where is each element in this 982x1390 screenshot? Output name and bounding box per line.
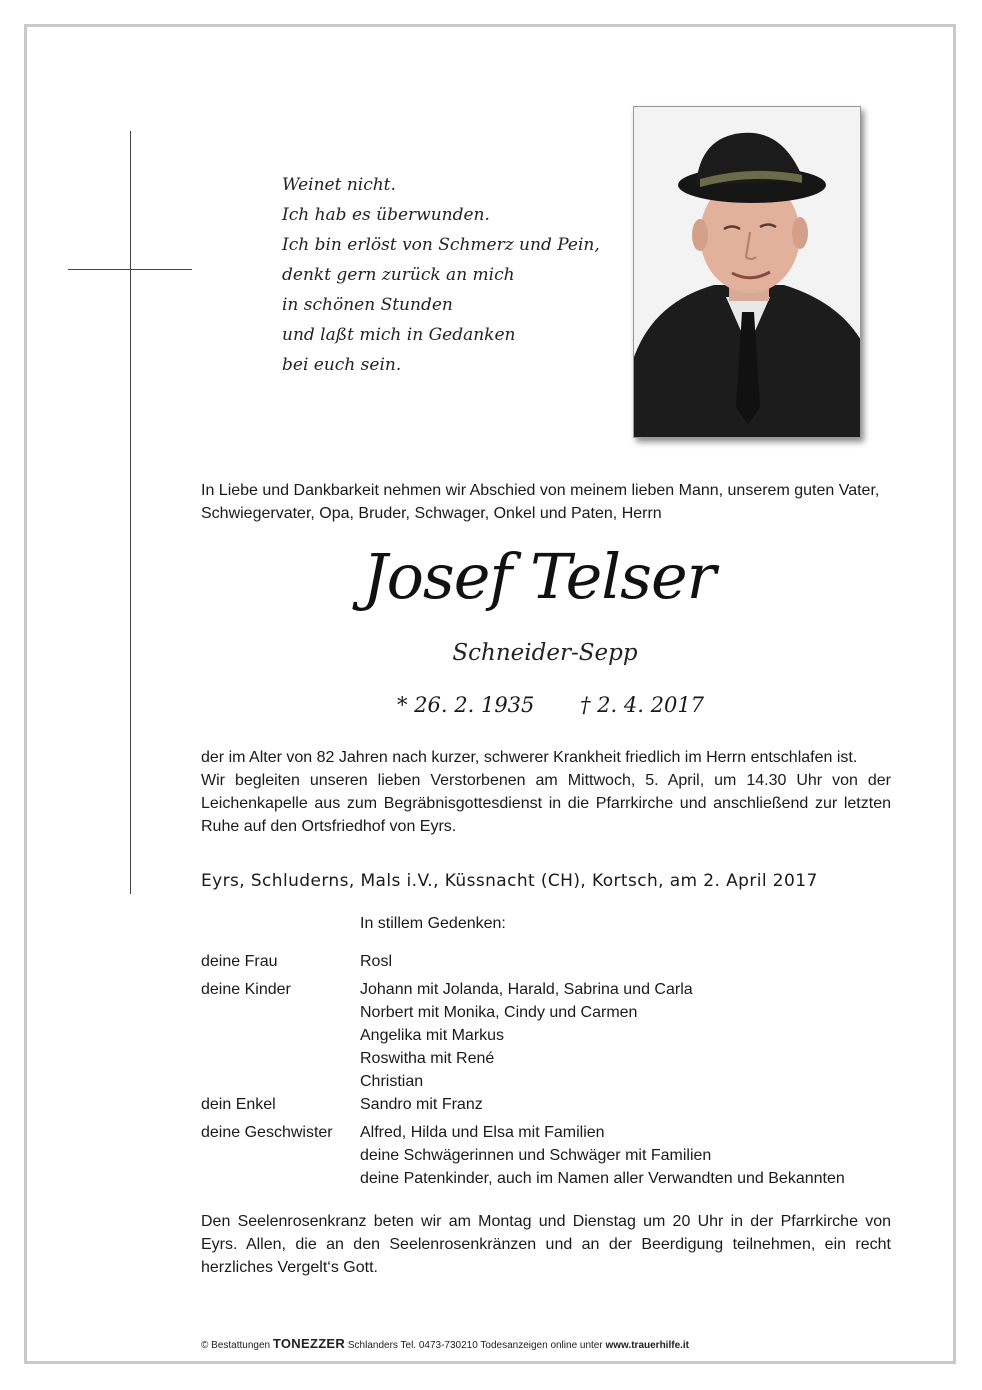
birth-date: * 26. 2. 1935 [397,693,535,717]
mourner-group [201,1121,901,1190]
deceased-name: Josef Telser [362,540,716,613]
mourner-name: Norbert mit Monika, Cindy und Carmen [360,1004,638,1021]
mourner-group [201,1093,901,1116]
footer-brand: TONEZZER [272,1336,346,1351]
announcement-paragraph: Wir begleiten unseren lieben Verstorbenen am Mittwoch, 5. April, um 14.30 Uhr von der Leichenkapelle aus zum Begräbnisgottesdienst in die Pfarrkirche und anschließend zur letzten Ruhe auf den Ortsfriedhof von Eyrs. [201,772,891,835]
cross-horizontal-bar [68,269,192,270]
mourner-names [360,950,392,973]
poem-line: Weinet nicht. [282,175,396,195]
mourner-relation: deine Geschwister [201,1124,333,1141]
cross-vertical-bar [130,131,131,894]
footer-prefix: © Bestattungen [201,1340,271,1351]
poem-line: Ich hab es überwunden. [282,205,490,225]
mourners-heading: In stillem Gedenken: [360,915,506,932]
places-date-line: Eyrs, Schluderns, Mals i.V., Küssnacht (CH), Kortsch, am 2. April 2017 [201,871,818,891]
mourner-name: deine Patenkinder, auch im Namen aller Verwandten und Bekannten [360,1170,845,1187]
mourner-name: Christian [360,1073,424,1090]
footer [201,1336,689,1351]
death-date: † 2. 4. 2017 [580,693,705,717]
mourner-name: Alfred, Hilda und Elsa mit Familien [360,1124,605,1141]
poem [282,170,602,380]
poem-line: in schönen Stunden [282,295,453,315]
mourner-group [201,950,901,973]
mourner-relation: deine Frau [201,953,278,970]
mourner-name: Rosl [360,953,393,970]
mourner-name: Angelika mit Markus [360,1027,505,1044]
mourner-name: Roswitha mit René [360,1050,495,1067]
mourner-names [360,1121,845,1190]
mourners-list [201,950,901,1190]
poem-line: denkt gern zurück an mich [282,265,515,285]
poem-line: und laßt mich in Gedanken [282,325,516,345]
closing-text: Den Seelenrosenkranz beten wir am Montag und Dienstag um 20 Uhr in der Pfarrkirche von Eyrs. Allen, die an den Seelenrosenkränzen und an der Beerdigung teilnehmen, ein recht herzliches Vergelt‘s Gott. [201,1213,891,1276]
footer-contact: Schlanders Tel. 0473-730210 Todesanzeigen online unter [347,1340,603,1351]
mourner-names [360,1093,483,1116]
mourner-relation: deine Kinder [201,981,291,998]
mourner-relation: dein Enkel [201,1096,276,1113]
mourner-name: Sandro mit Franz [360,1096,483,1113]
intro-text: In Liebe und Dankbarkeit nehmen wir Abschied von meinem lieben Mann, unserem guten Vater, Schwiegervater, Opa, Bruder, Schwager, Onkel und Paten, Herrn [201,482,880,522]
footer-website-link[interactable]: www.trauerhilfe.it [605,1340,690,1351]
mourner-names [360,978,693,1093]
portrait-illustration [634,107,861,438]
poem-line: Ich bin erlöst von Schmerz und Pein, [282,235,600,255]
mourner-group [201,978,901,1093]
deceased-nickname: Schneider-Sepp [452,640,638,666]
mourner-name: Johann mit Jolanda, Harald, Sabrina und Carla [360,981,693,998]
portrait-photo [633,106,861,438]
announcement-paragraph: der im Alter von 82 Jahren nach kurzer, schwerer Krankheit friedlich im Herrn entschlafen ist. [201,749,858,766]
poem-line: bei euch sein. [282,355,402,375]
mourner-name: deine Schwägerinnen und Schwäger mit Familien [360,1147,712,1164]
announcement-body [201,746,891,838]
